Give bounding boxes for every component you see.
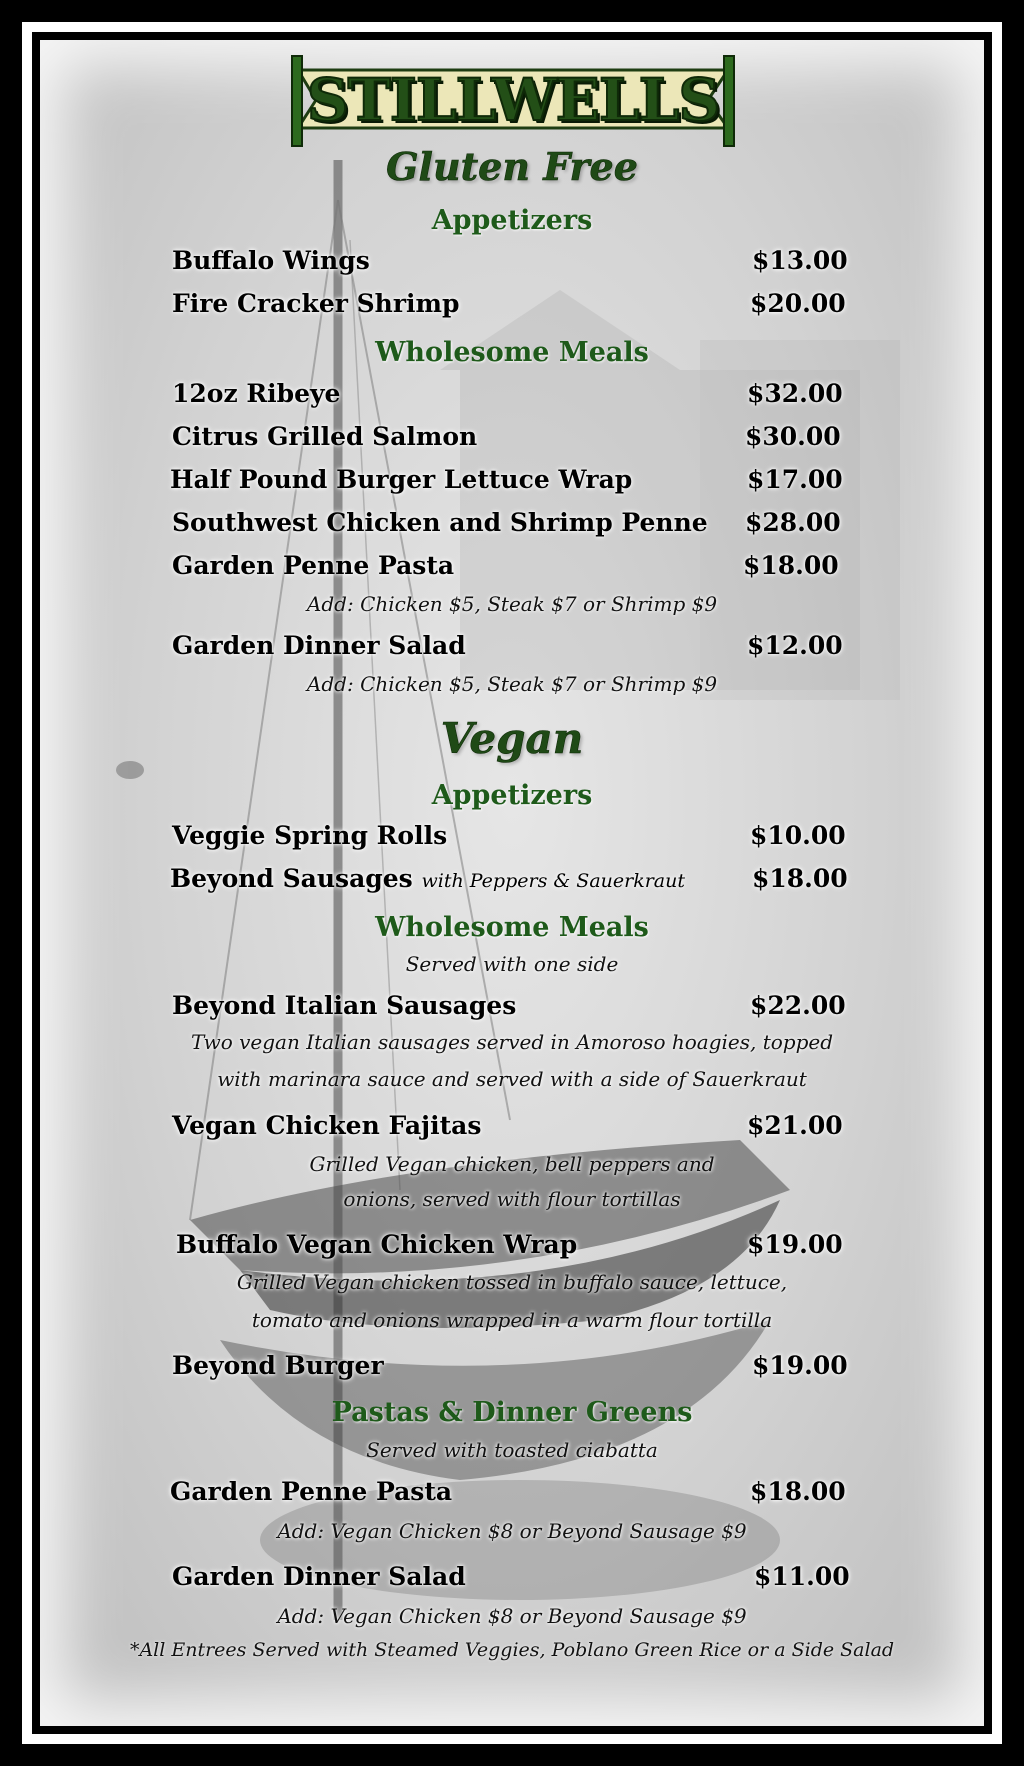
menu-item-description: Two vegan Italian sausages served in Amoroso hoagies, topped [190,1030,834,1054]
menu-item-name: Garden Dinner Salad [172,1562,466,1591]
menu-item-name: Half Pound Burger Lettuce Wrap [170,465,633,494]
menu-item-price: $21.00 [747,1111,843,1140]
stillwells-logo [288,48,738,148]
menu-item-name: Citrus Grilled Salmon [172,422,478,451]
menu-item-price: $18.00 [743,551,839,580]
menu-item-price: $19.00 [747,1230,843,1259]
menu-item-name: Southwest Chicken and Shrimp Penne [172,508,708,537]
menu-item-name-text: Beyond Sausages [170,864,413,893]
menu-item-price: $30.00 [745,422,841,451]
logo-text: STILLWELLS [306,66,720,134]
menu-item-price: $19.00 [752,1351,848,1380]
menu-item-price: $22.00 [750,991,846,1020]
gluten-free-title: Gluten Free [386,144,638,189]
add-on-note: Add: Chicken $5, Steak $7 or Shrimp $9 [306,672,718,696]
menu-item-description: Grilled Vegan chicken, bell peppers and [309,1152,715,1176]
menu-item-description: with marinara sauce and served with a side of Sauerkraut [217,1067,807,1091]
menu-item-description: tomato and onions wrapped in a warm flour tortilla [251,1308,773,1332]
add-on-note: Add: Vegan Chicken $8 or Beyond Sausage $9 [277,1519,747,1543]
menu-item-name: Vegan Chicken Fajitas [172,1111,482,1140]
menu-item-price: $18.00 [750,1477,846,1506]
add-on-note: Add: Chicken $5, Steak $7 or Shrimp $9 [306,592,718,616]
menu-item-price: $17.00 [747,465,843,494]
menu-item-name: Garden Penne Pasta [172,551,455,580]
vegan-title: Vegan [440,714,584,763]
gf-meals-heading: Wholesome Meals [375,337,649,368]
footer-note: *All Entrees Served with Steamed Veggies, Poblano Green Rice or a Side Salad [129,1639,895,1661]
vegan-pastas-subtitle: Served with toasted ciabatta [366,1438,658,1462]
menu-item-description: onions, served with flour tortillas [343,1187,681,1211]
menu-item-description: Grilled Vegan chicken tossed in buffalo sauce, lettuce, [236,1270,788,1294]
menu-item-price: $11.00 [754,1562,850,1591]
menu-panel [40,40,984,1726]
menu-item-price: $10.00 [750,821,846,850]
menu-item-price: $12.00 [747,631,843,660]
menu-item-name: 12oz Ribeye [172,379,341,408]
menu-item-name: Buffalo Wings [172,246,370,275]
menu-item-name: Garden Penne Pasta [170,1477,453,1506]
menu-item-price: $20.00 [750,289,846,318]
menu-item-price: $28.00 [745,508,841,537]
menu-item-price: $18.00 [752,864,848,893]
menu-item-name: Beyond Italian Sausages [172,991,517,1020]
menu-item-name: Garden Dinner Salad [172,631,466,660]
menu-item-name: Beyond Burger [172,1351,384,1380]
menu-item-price: $32.00 [747,379,843,408]
menu-item-inline-note: with Peppers & Sauerkraut [421,870,686,892]
menu-item-name: Veggie Spring Rolls [172,821,448,850]
vegan-meals-subtitle: Served with one side [405,952,619,976]
menu-item-name [170,864,685,893]
menu-item-name: Fire Cracker Shrimp [172,289,460,318]
menu-item-name: Buffalo Vegan Chicken Wrap [176,1230,578,1259]
vegan-meals-heading: Wholesome Meals [375,912,649,943]
vegan-pastas-heading: Pastas & Dinner Greens [331,1397,693,1428]
gf-appetizers-heading: Appetizers [431,205,593,236]
vegan-appetizers-heading: Appetizers [431,780,593,811]
menu-item-price: $13.00 [752,246,848,275]
add-on-note: Add: Vegan Chicken $8 or Beyond Sausage $9 [277,1604,747,1628]
